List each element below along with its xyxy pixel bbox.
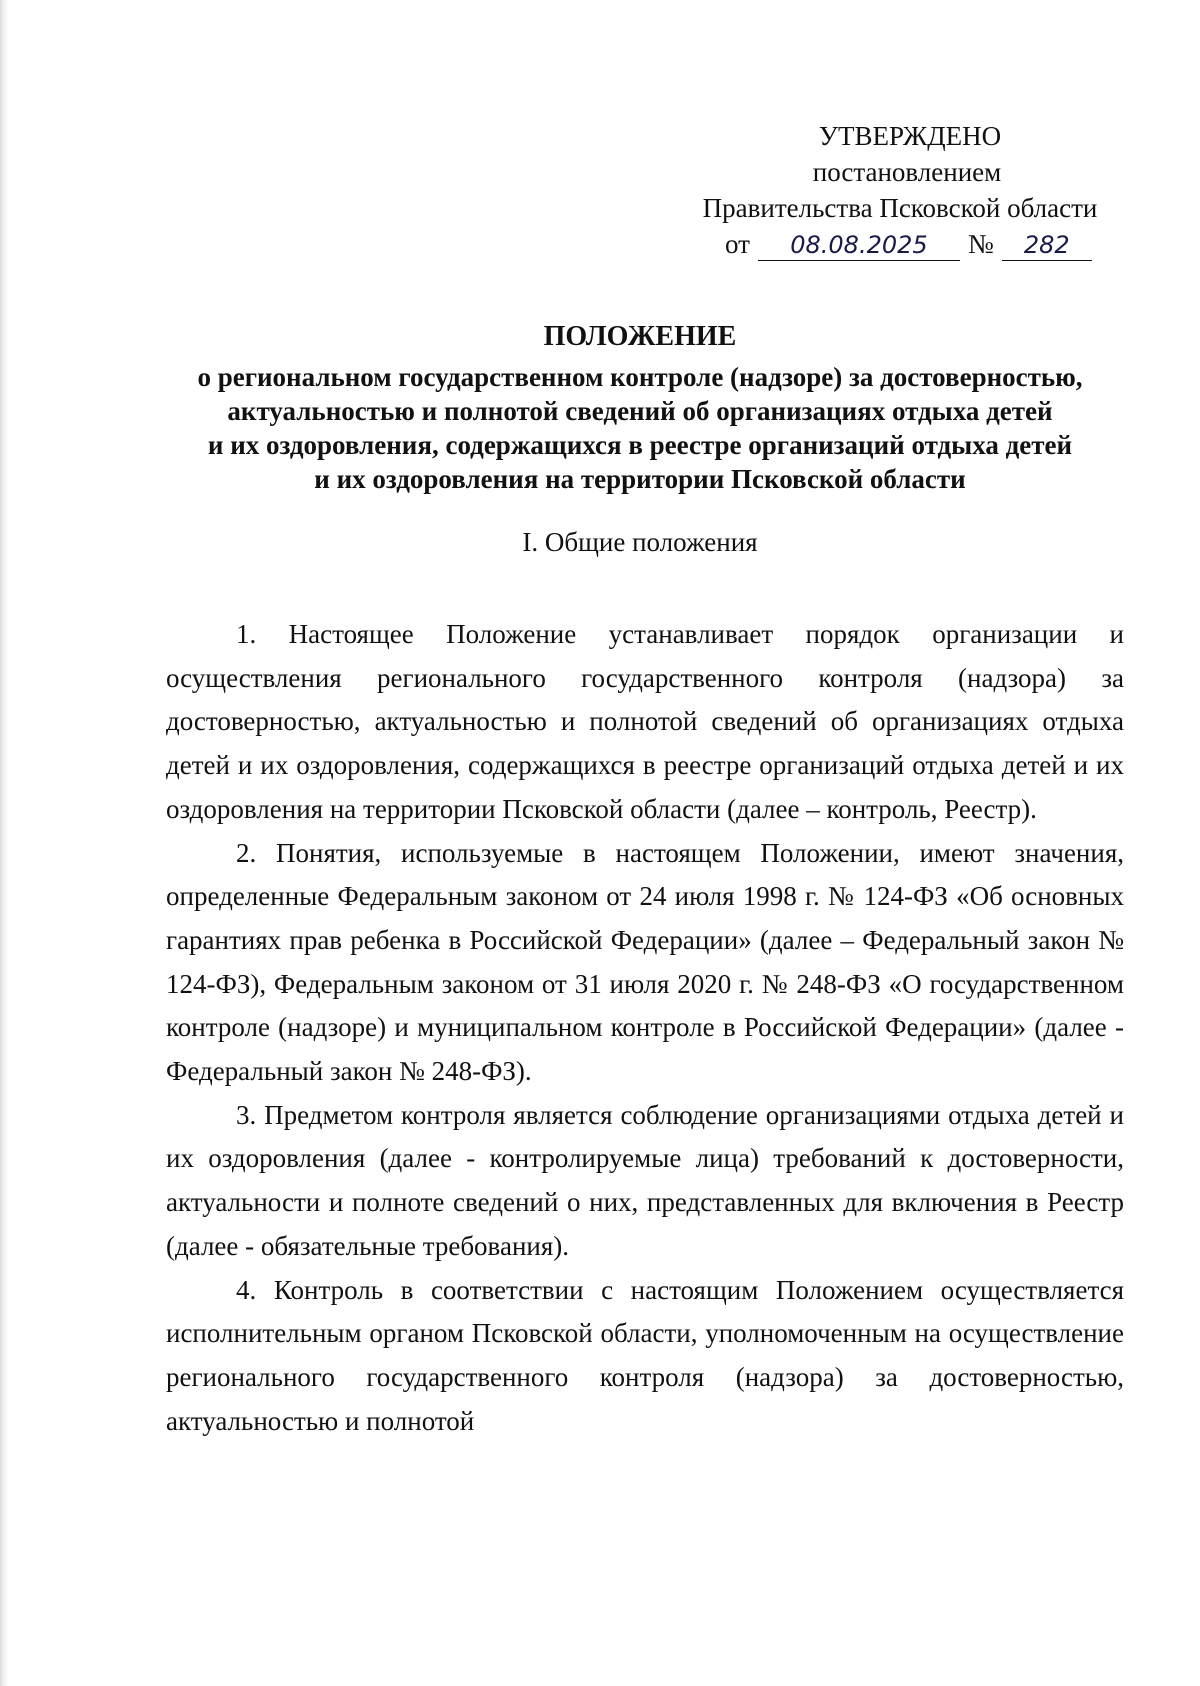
subtitle-line: и их оздоровления, содержащихся в реестре организаций отдыха детей	[207, 430, 1073, 460]
number-sign: №	[967, 229, 994, 259]
paragraph-2: 2. Понятия, используемые в настоящем Положении, имеют значения, определенные Федеральным законом от 24 июля 1998 г. № 124-ФЗ «Об основных гарантиях прав ребенка в Российской Федерации» (далее – Федеральный закон № 124-ФЗ), Федеральным законом от 31 июля 2020 г. № 248-ФЗ «О государственном контроле (надзоре) и муниципальном контроле в Российской Федерации» (далее - Федеральный закон № 248-ФЗ).	[166, 837, 1124, 1087]
paragraph-3: 3. Предметом контроля является соблюдение организациями отдыха детей и их оздоровления (далее - контролируемые лица) требований к достоверности, актуальности и полноте сведений о них, представленных для включения в Реестр (далее - обязательные требования).	[166, 1099, 1124, 1261]
date-prefix: от	[725, 229, 750, 259]
decree-label: постановлением	[812, 157, 1002, 187]
subtitle-line: актуальностью и полнотой сведений об организациях отдыха детей	[227, 396, 1053, 426]
document-title: ПОЛОЖЕНИЕ	[543, 321, 737, 352]
handwritten-number: 282	[1002, 230, 1092, 261]
approval-block	[660, 118, 1140, 226]
government-label: Правительства Псковской области	[702, 193, 1098, 223]
subtitle-line: и их оздоровления на территории Псковской области	[314, 464, 966, 494]
scan-edge	[0, 0, 9, 1686]
document-heading	[160, 320, 1120, 496]
section-title: I. Общие положения	[522, 527, 758, 557]
document-body	[166, 613, 1124, 1443]
approved-label: УТВЕРЖДЕНО	[818, 121, 1002, 151]
paragraph-4: 4. Контроль в соответствии с настоящим Положением осуществляется исполнительным органом Псковской области, уполномоченным на осуществление регионального государственного контроля (надзора) за достоверностью, актуальностью и полнотой	[166, 1274, 1124, 1436]
subtitle-line: о региональном государственном контроле (надзоре) за достоверностью,	[197, 362, 1083, 392]
date-number-line	[725, 226, 1092, 262]
handwritten-date: 08.08.2025	[758, 230, 960, 261]
paragraph-1: 1. Настоящее Положение устанавливает порядок организации и осуществления регионального государственного контроля (надзора) за достоверностью, актуальностью и полнотой сведений об организациях отдыха детей и их оздоровления, содержащихся в реестре организаций отдыха детей и их оздоровления на территории Псковской области (далее – контроль, Реестр).	[166, 619, 1124, 824]
